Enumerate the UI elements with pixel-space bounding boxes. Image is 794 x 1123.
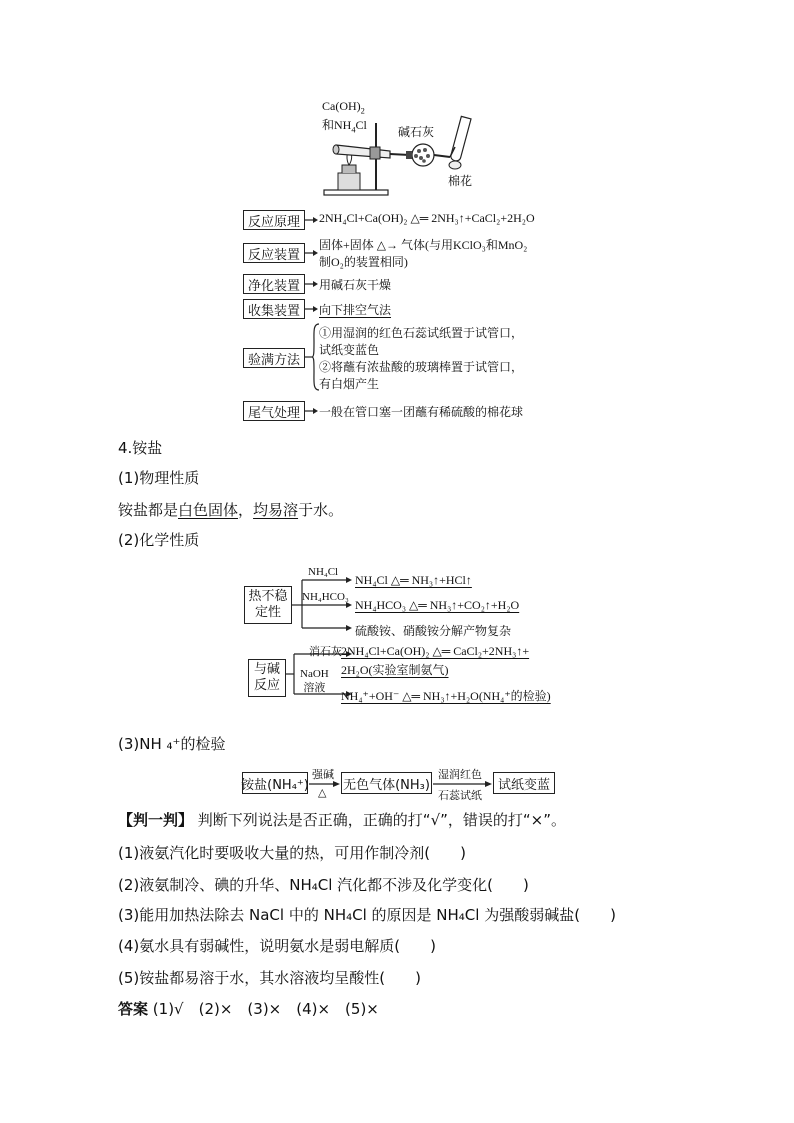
- box-purification: 净化装置: [243, 274, 305, 294]
- reagent-label: $Ca(OH)_2$ 和$NH_4Cl$: [322, 99, 367, 135]
- judge-item-1: (1)液氨汽化时要吸收大量的热，可用作制冷剂( ): [118, 844, 466, 862]
- branch2-label: NH₄HCO₃: [302, 591, 349, 603]
- arrow-icon: [305, 303, 319, 315]
- reaction-setup-text-2: 制O₂的装置相同): [319, 255, 408, 269]
- arrow2-top: 湿润红色: [438, 769, 482, 781]
- judge-item-3: (3)能用加热法除去 NaCl 中的 NH₄Cl 的原因是 NH₄Cl 为强酸弱碱盐( ): [118, 906, 616, 924]
- arrow-icon: [305, 405, 319, 417]
- branch1-label: NH₄Cl: [308, 566, 339, 578]
- arrow1-top: 强碱: [312, 769, 334, 781]
- physical-text: 铵盐都是白色固体，均易溶于水。: [118, 501, 344, 519]
- section-heading: 4.铵盐: [118, 439, 163, 457]
- apparatus-drawing: [318, 95, 498, 205]
- answer-text: (1)√ (2)× (3)× (4)× (5)×: [152, 1000, 379, 1018]
- full-test-line-1: ①用湿润的红色石蕊试纸置于试管口，: [319, 326, 524, 340]
- judge-instruction-line: [118, 809, 566, 830]
- judge-tag: 【判一判】: [118, 811, 194, 829]
- white-solid: 白色固体: [178, 501, 239, 519]
- reaction-principle-eq: 2NH₄Cl+Ca(OH)₂ △═ 2NH₃↑+CaCl₂+2H₂O: [319, 211, 535, 225]
- arrow-icon: [305, 278, 319, 290]
- box-thermal: 热不稳 定性: [244, 586, 292, 624]
- branch1-eq: NH₄Cl △═ NH₃↑+HCl↑: [355, 573, 472, 587]
- branch3-eq: 硫酸铵、硝酸铵分解产物复杂: [355, 624, 512, 638]
- box-full-test: 验满方法: [243, 348, 305, 368]
- branch4-eq1: 2NH₄Cl+Ca(OH)₂ △═ CaCl₂+2NH₃↑+: [341, 644, 530, 658]
- reaction-setup-text: 固体+固体 △→ 气体(与用KClO₃和MnO₂: [319, 238, 528, 252]
- full-test-line-4: 有白烟产生: [319, 377, 380, 391]
- branch4-eq2: 2H₂O(实验室制氨气): [341, 663, 449, 677]
- answer-line: [118, 998, 379, 1019]
- arrow-icon: [305, 247, 319, 259]
- soluble: 均易溶: [253, 501, 299, 519]
- box-collection: 收集装置: [243, 299, 305, 319]
- box-ammonium-salt: 铵盐(NH₄⁺): [242, 772, 308, 794]
- box-paper-blue: 试纸变蓝: [493, 772, 555, 794]
- box-reaction-setup: 反应装置: [243, 243, 305, 263]
- chemical-heading: (2)化学性质: [118, 531, 200, 549]
- desiccant-label: 碱石灰: [398, 125, 435, 139]
- cotton-label: 棉花: [448, 174, 473, 188]
- arrow2-bottom: 石蕊试纸: [438, 790, 482, 802]
- branch5-label: NaOH 溶液: [300, 668, 329, 694]
- branch2-eq: NH₄HCO₃ △═ NH₃↑+CO₂↑+H₂O: [355, 598, 520, 612]
- box-reaction-principle: 反应原理: [243, 210, 305, 230]
- nh4-test-heading: (3)NH ₄⁺的检验: [118, 735, 226, 753]
- physical-heading: (1)物理性质: [118, 469, 200, 487]
- judge-item-4: (4)氨水具有弱碱性，说明氨水是弱电解质( ): [118, 937, 436, 955]
- tail-gas-text: 一般在管口塞一团蘸有稀硫酸的棉花球: [319, 405, 524, 419]
- arrow1-bottom: △: [318, 787, 327, 799]
- ammonia-apparatus: [318, 95, 498, 205]
- arrow-icon: [309, 778, 341, 790]
- full-test-line-3: ②将蘸有浓盐酸的玻璃棒置于试管口，: [319, 360, 524, 374]
- box-tail-gas: 尾气处理: [243, 401, 305, 421]
- arrow-icon: [305, 214, 319, 226]
- collection-text: 向下排空气法: [319, 303, 392, 317]
- answer-label: 答案: [118, 1000, 149, 1018]
- judge-instruction: 判断下列说法是否正确，正确的打“√”，错误的打“×”。: [197, 811, 567, 829]
- box-colorless-gas: 无色气体(NH₃): [341, 772, 432, 794]
- purification-text: 用碱石灰干燥: [319, 278, 392, 292]
- judge-item-5: (5)铵盐都易溶于水，其水溶液均呈酸性( ): [118, 969, 421, 987]
- judge-item-2: (2)液氨制冷、碘的升华、NH₄Cl 汽化都不涉及化学变化( ): [118, 876, 529, 894]
- full-test-line-2: 试纸变蓝色: [319, 343, 380, 357]
- box-base: 与碱 反应: [248, 659, 286, 697]
- branch5-eq: NH₄⁺+OH⁻ △═ NH₃↑+H₂O(NH₄⁺的检验): [341, 689, 551, 703]
- arrow-icon: [433, 778, 493, 790]
- branch4-label: 消石灰: [309, 646, 342, 658]
